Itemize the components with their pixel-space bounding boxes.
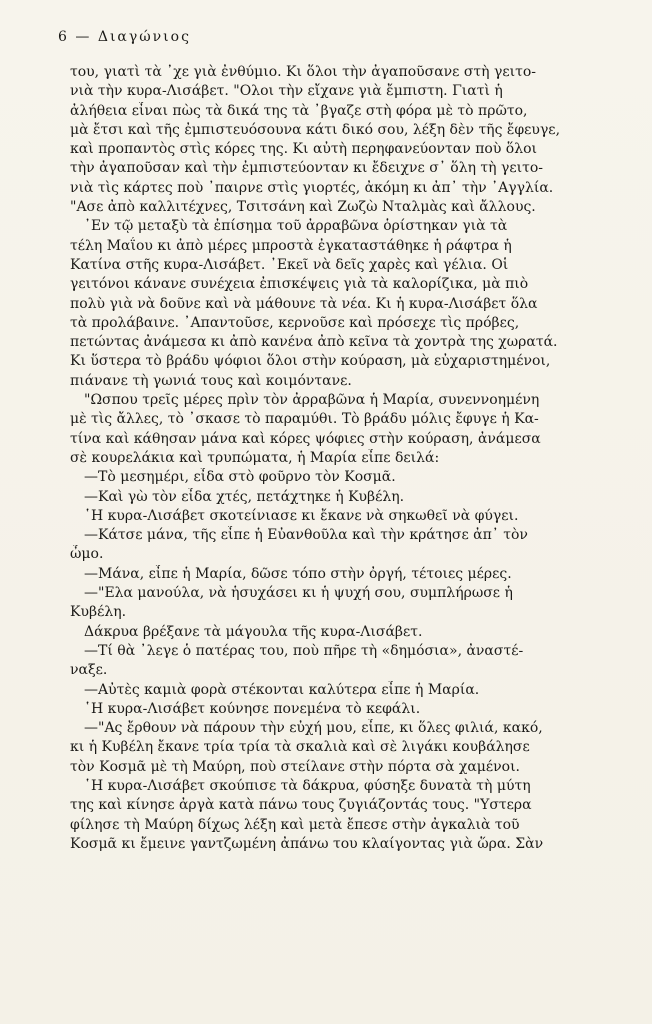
text-line: κι ἡ Κυβέλη ἔκανε τρία τρία τὰ σκαλιὰ καὶ σὲ λιγάκι κουβάλησε — [70, 739, 530, 756]
text-line: τὰ προλάβαινε. ᾽Απαντοῦσε, κερνοῦσε καὶ πρόσεχε τὶς πρόβες, — [70, 314, 520, 331]
text-line: ῾Η κυρα-Λισάβετ κούνησε πονεμένα τὸ κεφάλι. — [84, 700, 421, 717]
text-line: "Ωσπου τρεῖς μέρες πρὶν τὸν ἀρραβῶνα ἡ Μαρία, συνεννοημένη — [84, 392, 540, 409]
page-number: 6 — [58, 29, 69, 45]
text-line: του, γιατὶ τὰ ᾽χε γιὰ ἐνθύμιο. Κι ὅλοι τὴν ἀγαποῦσανε στὴ γειτο- — [70, 64, 537, 80]
text-line: πιάνανε τὴ γωνιά τους καὶ κοιμόντανε. — [70, 372, 352, 389]
text-line: —"Ας ἔρθουν νὰ πάρουν τὴν εὐχή μου, εἶπε, κι ὅλες φιλιά, κακό, — [84, 720, 543, 737]
text-line: Κατίνα στῆς κυρα-Λισάβετ. ᾽Εκεῖ νὰ δεῖς χαρὲς καὶ γέλια. Οἱ — [70, 256, 509, 273]
text-line: πολὺ γιὰ νὰ δοῦνε καὶ νὰ μάθουνε τὰ νέα. Κι ἡ κυρα-Λισάβετ ὅλα — [70, 295, 538, 312]
text-line: "Ασε ἀπὸ καλλιτέχνες, Τσιτσάνη καὶ Ζωζὼ Νταλμὰς καὶ ἄλλους. — [70, 199, 536, 216]
text-line: τέλη Μαΐου κι ἀπὸ μέρες μπροστὰ ἐγκαταστάθηκε ἡ ράφτρα ἡ — [70, 237, 512, 254]
text-line: —Μάνα, εἶπε ἡ Μαρία, δῶσε τόπο στὴν ὀργή, τέτοιες μέρες. — [84, 565, 512, 582]
text-line: —Αὐτὲς καμιὰ φορὰ στέκονται καλύτερα εἶπε ἡ Μαρία. — [84, 681, 480, 698]
text-line: τίνα καὶ κάθησαν μάνα καὶ κόρες ψόφιες στὴν κούραση, ἀνάμεσα — [70, 430, 541, 447]
text-line: νιὰ τὴν κυρα-Λισάβετ. "Ολοι τὴν εἴχανε γιὰ ἔμπιστη. Γιατὶ ἡ — [70, 83, 503, 100]
text-line: ᾽Εν τῷ μεταξὺ τὰ ἐπίσημα τοῦ ἀρραβῶνα ὁρίστηκαν γιὰ τὰ — [84, 218, 508, 235]
text-line: ὦμο. — [70, 546, 104, 563]
text-line: μὰ ἔτσι καὶ τῆς ἐμπιστευόσουνα κάτι δικό σου, λέξη δὲν τῆς ἔφευγε, — [70, 121, 561, 138]
body-text — [70, 63, 600, 854]
text-line: τὴν ἀγαποῦσαν καὶ τὴν ἐμπιστεύονταν κι ἔδειχνε σ᾽ ὅλη τὴ γειτο- — [70, 160, 543, 177]
book-title: Διαγώνιος — [97, 29, 191, 45]
text-line: —"Ελα μανούλα, νὰ ἡσυχάσει κι ἡ ψυχή σου, συμπλήρωσε ἡ — [84, 585, 513, 602]
text-line: Δάκρυα βρέξανε τὰ μάγουλα τῆς κυρα-Λισάβετ. — [84, 623, 423, 640]
text-line: φίλησε τὴ Μαύρη δίχως λέξη καὶ μετὰ ἔπεσε στὴν ἀγκαλιὰ τοῦ — [70, 816, 520, 833]
text-line: ῾Η κυρα-Λισάβετ σκοτείνιασε κι ἔκανε νὰ σηκωθεῖ νὰ φύγει. — [84, 507, 519, 524]
text-line: Κοσμᾶ κι ἔμεινε γαντζωμένη ἀπάνω του κλαίγοντας γιὰ ὥρα. Σὰν — [70, 835, 544, 852]
text-line: γειτόνοι κάνανε συνέχεια ἐπισκέψεις γιὰ τὰ καλορίζικα, μὰ πιὸ — [70, 276, 529, 293]
text-line: πετώντας ἀνάμεσα κι ἀπὸ κανένα ἀπὸ κεῖνα τὰ χοντρὰ της χωρατά. — [70, 334, 558, 351]
text-line: —Τί θὰ ᾽λεγε ὁ πατέρας του, ποὺ πῆρε τὴ «δημόσια», ἀναστέ- — [84, 642, 524, 659]
text-line: ἀλήθεια εἶναι πὼς τὰ δικά της τὰ ᾽βγαζε στὴ φόρα μὲ τὸ πρῶτο, — [70, 102, 528, 119]
text-line: νιὰ τὶς κάρτες ποὺ ᾽παιρνε στὶς γιορτές, ἀκόμη κι ἀπ᾽ τὴν ᾽Αγγλία. — [70, 179, 554, 196]
text-line: τὸν Κοσμᾶ μὲ τὴ Μαύρη, ποὺ στείλανε στὴν πόρτα σὰ χαμένοι. — [70, 758, 521, 775]
text-line: καὶ προπαντὸς στὶς κόρες της. Κι αὐτὴ περηφανεύονταν ποὺ ὅλοι — [70, 141, 538, 158]
text-line: ῾Η κυρα-Λισάβετ σκούπισε τὰ δάκρυα, φύσηξε δυνατὰ τὴ μύτη — [84, 777, 531, 794]
text-line: Κι ὕστερα τὸ βράδυ ψόφιοι ὅλοι στὴν κούραση, μὰ εὐχαριστημένοι, — [70, 353, 551, 370]
text-line: σὲ κουρελάκια καὶ τρυπώματα, ἡ Μαρία εἶπε δειλά: — [70, 449, 440, 466]
text-line: της καὶ κίνησε ἀργὰ κατὰ πάνω τους ζυγιάζοντάς τους. "Υστερα — [70, 797, 532, 814]
text-line: Κυβέλη. — [70, 604, 127, 621]
text-line: —Τὸ μεσημέρι, εἶδα στὸ φοῦρνο τὸν Κοσμᾶ. — [84, 469, 396, 486]
running-head — [58, 29, 191, 45]
header-dash: — — [75, 29, 92, 45]
text-line: —Καὶ γὼ τὸν εἶδα χτές, πετάχτηκε ἡ Κυβέλη. — [84, 488, 405, 505]
text-line: μὲ τὶς ἄλλες, τὸ ᾽σκασε τὸ παραμύθι. Τὸ βράδυ μόλις ἔφυγε ἡ Κα- — [70, 411, 539, 428]
text-line: —Κάτσε μάνα, τῆς εἶπε ἡ Εὐανθοῦλα καὶ τὴν κράτησε ἀπ᾽ τὸν — [84, 527, 528, 544]
text-line: ναξε. — [70, 662, 108, 679]
